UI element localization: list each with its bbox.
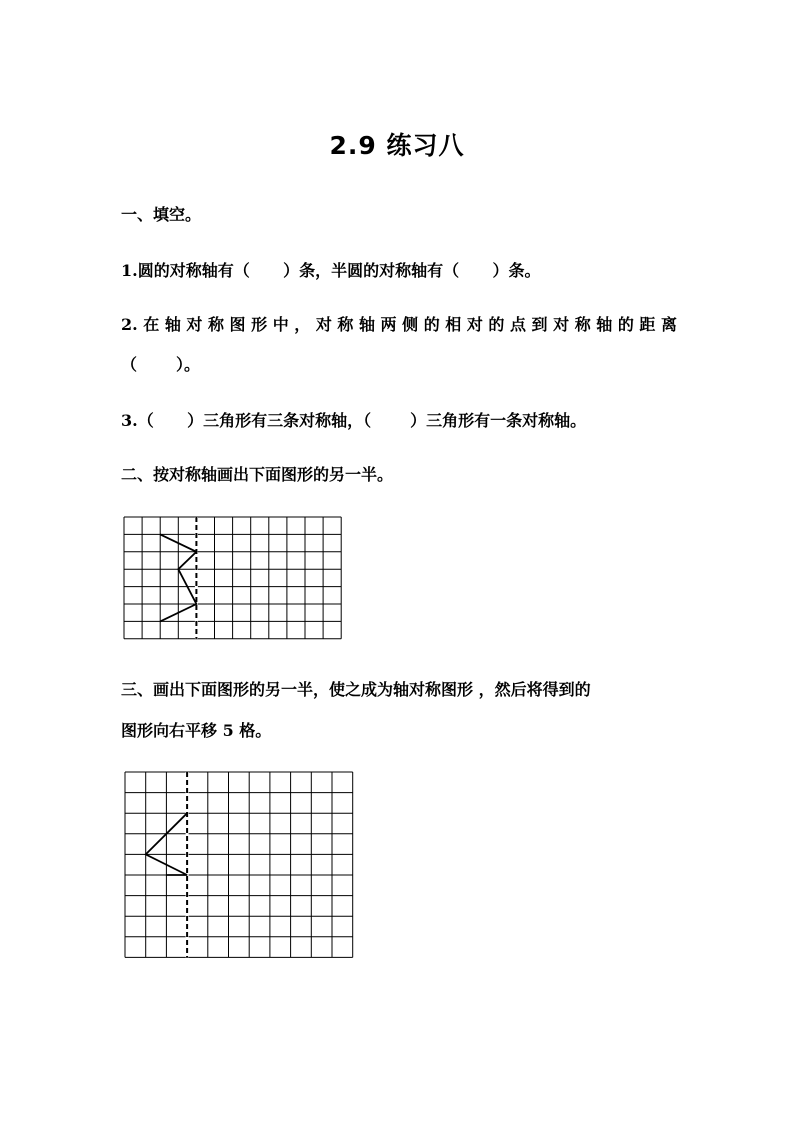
question-2-line-1: 2.在轴对称图形中，对称轴两侧的相对的点到对称轴的距离 (121, 315, 677, 334)
question-2-line-2: （ ）。 (121, 355, 200, 374)
symmetry-grid-1 (123, 516, 343, 642)
page-title: 2.9 练习八 (329, 131, 465, 160)
section3-line-2: 图形向右平移 5 格。 (121, 721, 272, 740)
section1-heading: 一、填空。 (121, 205, 202, 224)
symmetry-grid-2 (124, 771, 354, 960)
section3-line-1: 三、画出下面图形的另一半，使之成为轴对称图形 ，然后将得到的 (121, 680, 591, 699)
question-3: 3.（ ）三角形有三条对称轴，（ ）三角形有一条对称轴。 (121, 411, 587, 430)
question-1: 1.圆的对称轴有（ ）条，半圆的对称轴有（ ）条。 (121, 261, 541, 280)
section2-heading: 二、按对称轴画出下面图形的另一半。 (121, 465, 394, 484)
